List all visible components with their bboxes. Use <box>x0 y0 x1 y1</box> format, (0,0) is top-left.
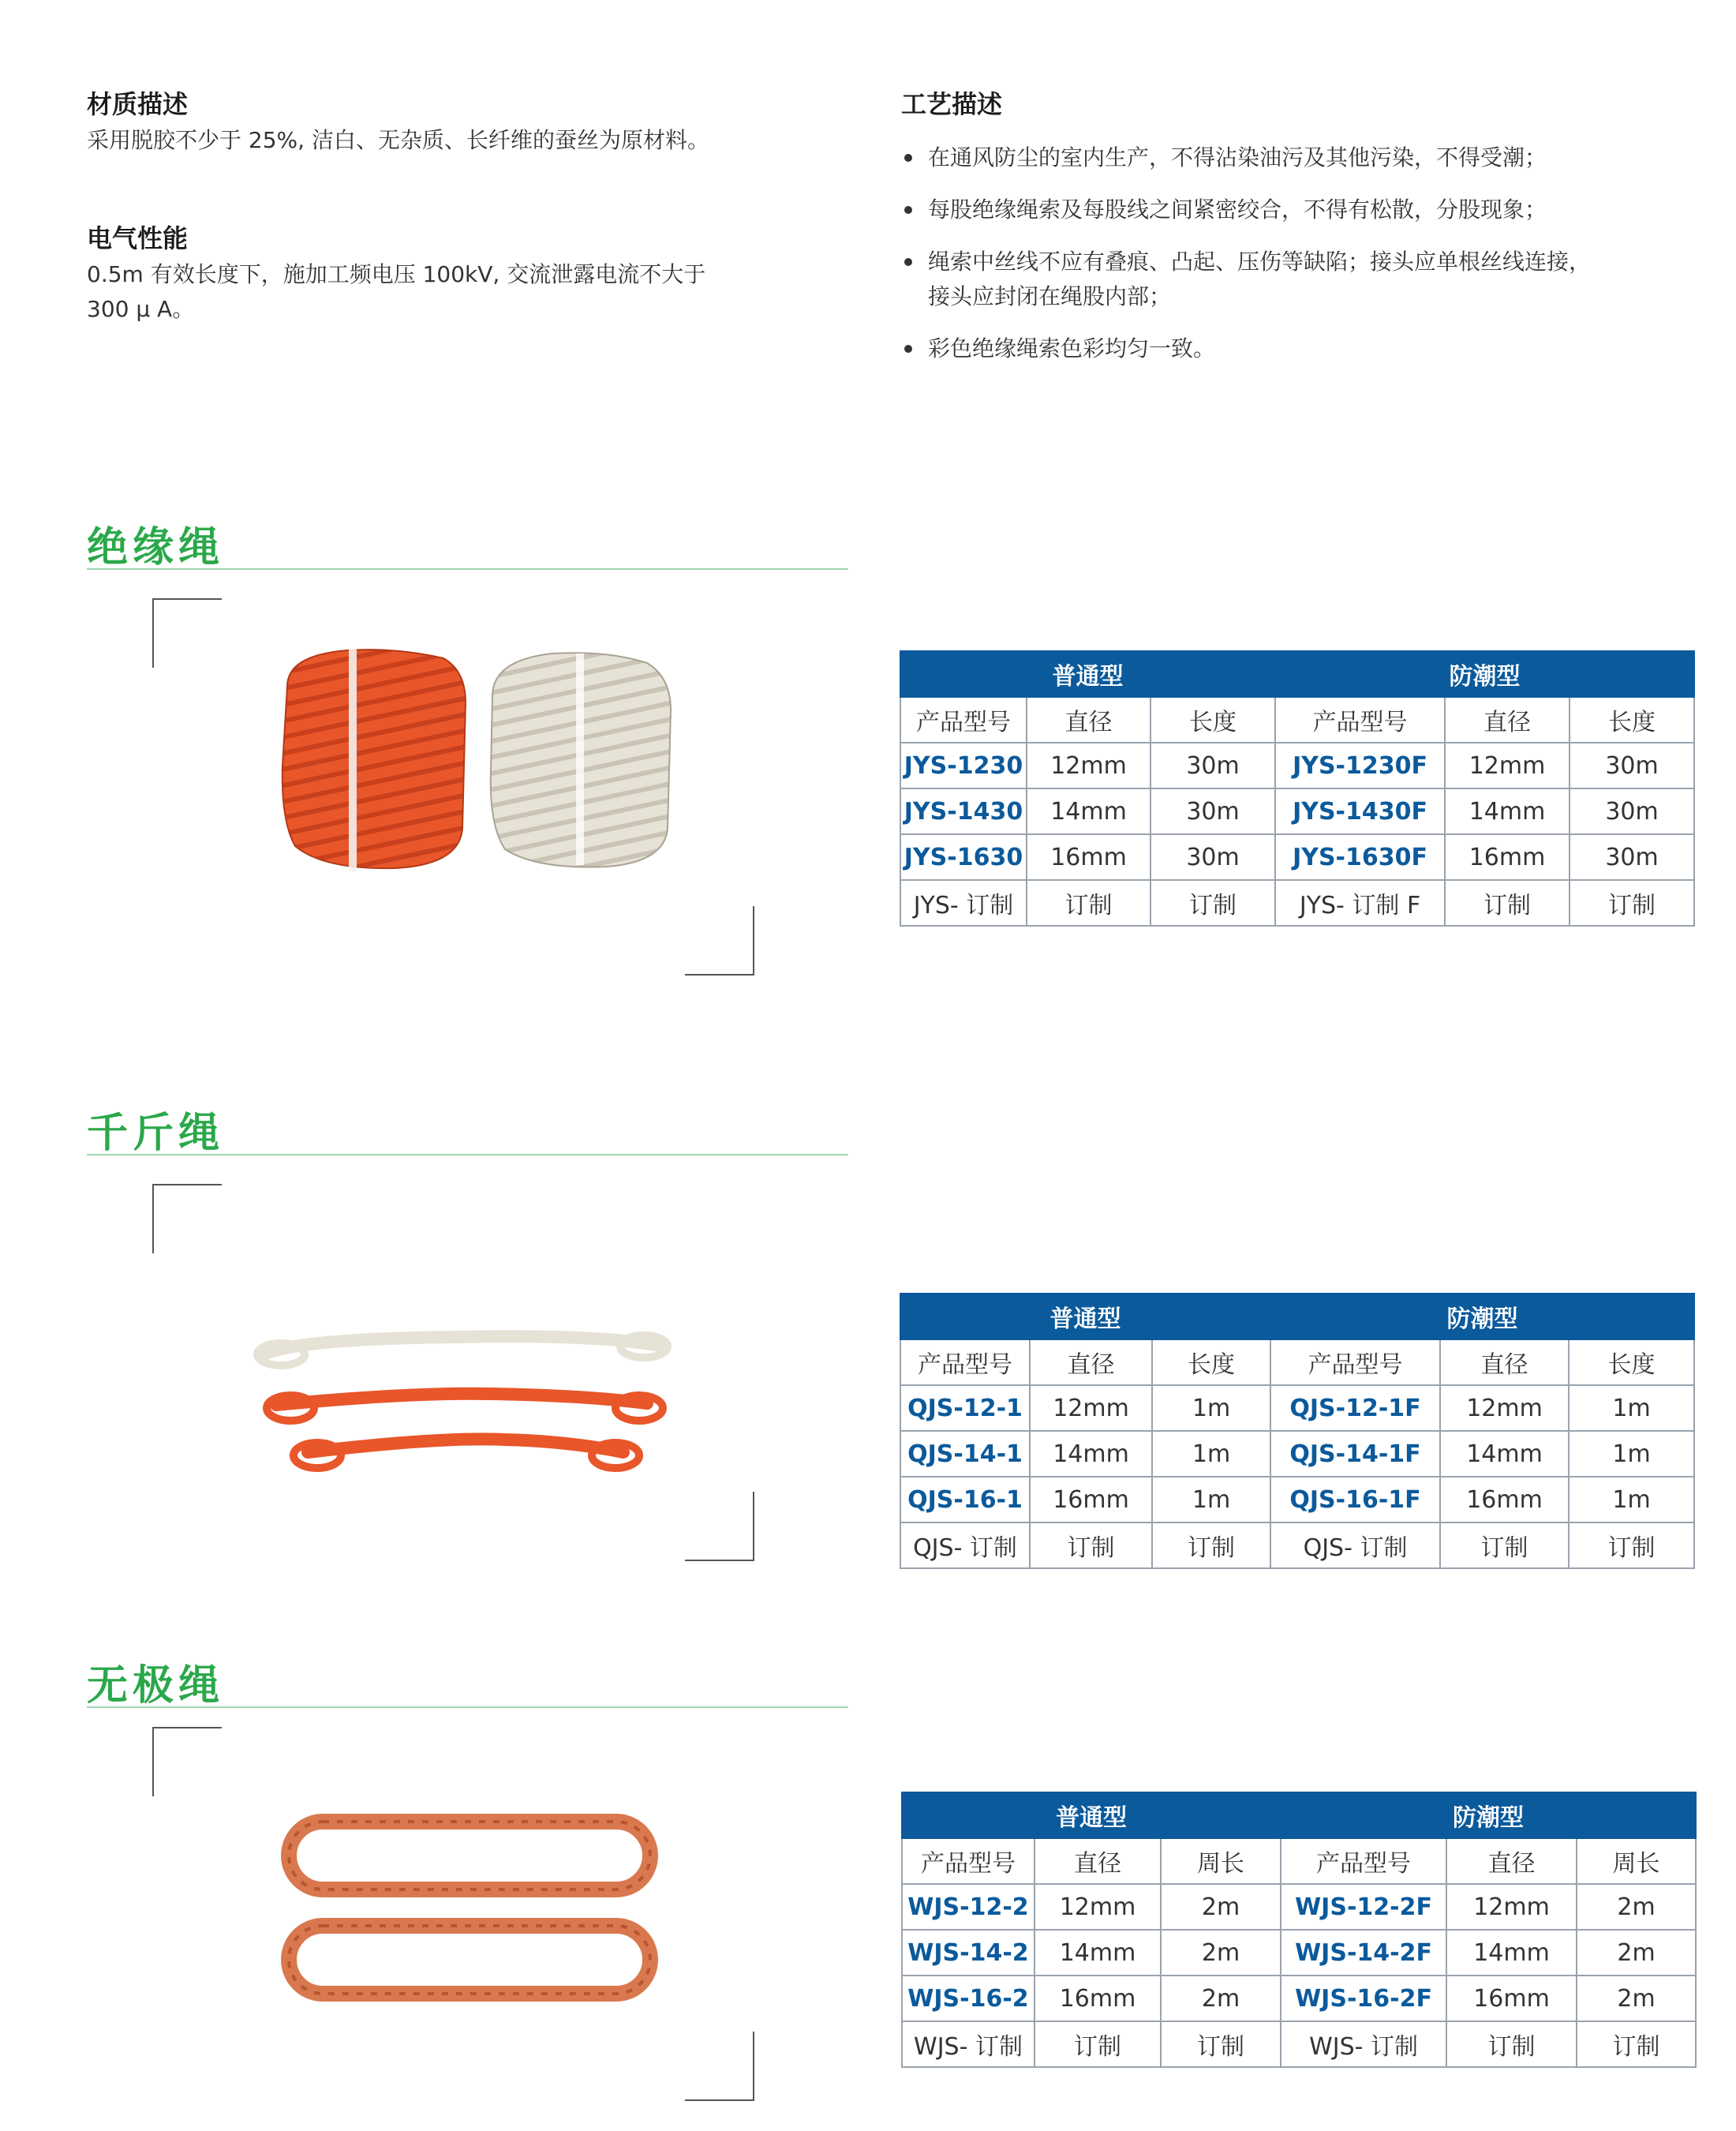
table-header-row <box>902 1838 1696 1884</box>
electric-title: 电气性能 <box>87 223 189 253</box>
section-title-endless-rope: 无极绳 <box>87 1662 225 1710</box>
custom-cell: QJS- 订制 <box>1270 1522 1440 1568</box>
model-cell: QJS-14-1 <box>900 1431 1030 1477</box>
value-cell: 30m <box>1150 743 1275 788</box>
model-cell: WJS-12-2F <box>1281 1884 1446 1930</box>
model-cell: QJS-14-1F <box>1270 1431 1440 1477</box>
table-row <box>902 1976 1696 2021</box>
value-cell: 1m <box>1152 1431 1270 1477</box>
group-normal: 普通型 <box>900 1294 1270 1339</box>
custom-cell: 订制 <box>1034 2021 1161 2067</box>
col-header: 直径 <box>1445 697 1570 743</box>
model-cell: JYS-1430F <box>1275 788 1445 834</box>
value-cell: 16mm <box>1440 1477 1569 1522</box>
photo-frame-corner <box>685 1492 754 1561</box>
model-cell: QJS-16-1F <box>1270 1477 1440 1522</box>
custom-cell: 订制 <box>1440 1522 1569 1568</box>
custom-cell: 订制 <box>1027 880 1150 926</box>
sling-rope-icon <box>253 1326 679 1476</box>
col-header: 直径 <box>1440 1339 1569 1385</box>
col-header: 产品型号 <box>1275 697 1445 743</box>
table-row <box>900 1522 1694 1568</box>
value-cell: 1m <box>1152 1477 1270 1522</box>
craft-item: 在通风防尘的室内生产，不得沾染油污及其他污染，不得受潮； <box>901 140 1690 175</box>
value-cell: 16mm <box>1030 1477 1152 1522</box>
col-header: 长度 <box>1570 697 1694 743</box>
value-cell: 16mm <box>1034 1976 1161 2021</box>
value-cell: 12mm <box>1445 743 1570 788</box>
col-header: 直径 <box>1030 1339 1152 1385</box>
value-cell: 30m <box>1570 788 1694 834</box>
model-cell: WJS-16-2F <box>1281 1976 1446 2021</box>
col-header: 产品型号 <box>1281 1838 1446 1884</box>
col-header: 周长 <box>1577 1838 1696 1884</box>
col-header: 产品型号 <box>900 697 1027 743</box>
material-text: 采用脱胶不少于 25%, 洁白、无杂质、长纤维的蚕丝为原材料。 <box>87 127 709 153</box>
model-cell: JYS-1630 <box>900 834 1027 880</box>
electric-text-line1: 0.5m 有效长度下，施加工频电压 100kV, 交流泄露电流不大于 <box>87 261 706 287</box>
value-cell: 1m <box>1152 1385 1270 1431</box>
value-cell: 2m <box>1161 1884 1281 1930</box>
col-header: 周长 <box>1161 1838 1281 1884</box>
craft-item-text: 绳索中丝线不应有叠痕、凸起、压伤等缺陷；接头应单根丝线连接， <box>928 249 1592 275</box>
value-cell: 30m <box>1150 834 1275 880</box>
value-cell: 1m <box>1569 1477 1694 1522</box>
value-cell: 2m <box>1161 1976 1281 2021</box>
model-cell: JYS-1230 <box>900 743 1027 788</box>
craft-item-text-cont: 接头应封闭在绳股内部； <box>928 283 1172 309</box>
craft-item: 彩色绝缘绳索色彩均匀一致。 <box>901 331 1690 366</box>
custom-cell: 订制 <box>1445 880 1570 926</box>
col-header: 长度 <box>1569 1339 1694 1385</box>
custom-cell: 订制 <box>1152 1522 1270 1568</box>
value-cell: 14mm <box>1446 1930 1577 1976</box>
group-normal: 普通型 <box>900 651 1275 697</box>
value-cell: 14mm <box>1030 1431 1152 1477</box>
value-cell: 2m <box>1577 1930 1696 1976</box>
craft-title: 工艺描述 <box>901 89 1003 119</box>
custom-cell: 订制 <box>1161 2021 1281 2067</box>
model-cell: JYS-1430 <box>900 788 1027 834</box>
section-divider <box>87 568 848 570</box>
photo-frame-corner <box>685 906 754 976</box>
endless-rope-icon <box>276 1807 663 2013</box>
value-cell: 2m <box>1161 1930 1281 1976</box>
custom-cell: WJS- 订制 <box>902 2021 1034 2067</box>
custom-cell: 订制 <box>1570 880 1694 926</box>
value-cell: 30m <box>1570 834 1694 880</box>
model-cell: QJS-16-1 <box>900 1477 1030 1522</box>
custom-cell: 订制 <box>1569 1522 1694 1568</box>
col-header: 直径 <box>1034 1838 1161 1884</box>
value-cell: 12mm <box>1027 743 1150 788</box>
section-divider <box>87 1154 848 1155</box>
col-header: 产品型号 <box>1270 1339 1440 1385</box>
rope-coil-icon <box>276 639 687 876</box>
model-cell: WJS-14-2F <box>1281 1930 1446 1976</box>
value-cell: 16mm <box>1446 1976 1577 2021</box>
table-row <box>902 2021 1696 2067</box>
table-header-row <box>900 697 1694 743</box>
col-header: 长度 <box>1150 697 1275 743</box>
col-header: 产品型号 <box>900 1339 1030 1385</box>
value-cell: 1m <box>1569 1431 1694 1477</box>
craft-item: 每股绝缘绳索及每股线之间紧密绞合，不得有松散，分股现象； <box>901 193 1690 227</box>
model-cell: WJS-12-2 <box>902 1884 1034 1930</box>
custom-cell: JYS- 订制 F <box>1275 880 1445 926</box>
material-title: 材质描述 <box>87 89 189 119</box>
spec-table-insulating-rope <box>900 650 1695 927</box>
group-moisture-proof: 防潮型 <box>1270 1294 1694 1339</box>
custom-cell: 订制 <box>1030 1522 1152 1568</box>
value-cell: 12mm <box>1034 1884 1161 1930</box>
group-normal: 普通型 <box>902 1792 1281 1838</box>
model-cell: JYS-1230F <box>1275 743 1445 788</box>
model-cell: WJS-16-2 <box>902 1976 1034 2021</box>
table-row <box>900 834 1694 880</box>
custom-cell: QJS- 订制 <box>900 1522 1030 1568</box>
table-row <box>900 1431 1694 1477</box>
table-row <box>900 880 1694 926</box>
custom-cell: JYS- 订制 <box>900 880 1027 926</box>
value-cell: 2m <box>1577 1884 1696 1930</box>
col-header: 长度 <box>1152 1339 1270 1385</box>
value-cell: 12mm <box>1030 1385 1152 1431</box>
custom-cell: WJS- 订制 <box>1281 2021 1446 2067</box>
value-cell: 12mm <box>1446 1884 1577 1930</box>
custom-cell: 订制 <box>1577 2021 1696 2067</box>
craft-list <box>901 140 1690 384</box>
value-cell: 14mm <box>1034 1930 1161 1976</box>
value-cell: 12mm <box>1440 1385 1569 1431</box>
electric-text-line2: 300 μ A。 <box>87 296 195 322</box>
value-cell: 30m <box>1150 788 1275 834</box>
photo-frame-corner <box>152 1184 222 1253</box>
table-row <box>900 1477 1694 1522</box>
value-cell: 16mm <box>1445 834 1570 880</box>
section-title-insulating-rope: 绝缘绳 <box>87 524 225 571</box>
photo-frame-corner <box>685 2032 754 2101</box>
table-row <box>902 1884 1696 1930</box>
table-row <box>902 1930 1696 1976</box>
spec-table-sling-rope <box>900 1293 1695 1569</box>
model-cell: JYS-1630F <box>1275 834 1445 880</box>
value-cell: 14mm <box>1027 788 1150 834</box>
spec-table-endless-rope <box>901 1792 1697 2068</box>
value-cell: 16mm <box>1027 834 1150 880</box>
table-row <box>900 743 1694 788</box>
section-title-sling-rope: 千斤绳 <box>87 1110 225 1157</box>
table-header-row <box>900 1339 1694 1385</box>
value-cell: 1m <box>1569 1385 1694 1431</box>
table-row <box>900 1385 1694 1431</box>
photo-frame-corner <box>152 598 222 668</box>
table-row <box>900 788 1694 834</box>
col-header: 产品型号 <box>902 1838 1034 1884</box>
custom-cell: 订制 <box>1446 2021 1577 2067</box>
group-moisture-proof: 防潮型 <box>1275 651 1694 697</box>
value-cell: 14mm <box>1445 788 1570 834</box>
section-divider <box>87 1706 848 1708</box>
value-cell: 14mm <box>1440 1431 1569 1477</box>
craft-item <box>901 245 1690 314</box>
photo-frame-corner <box>152 1727 222 1796</box>
col-header: 直径 <box>1446 1838 1577 1884</box>
model-cell: QJS-12-1 <box>900 1385 1030 1431</box>
value-cell: 30m <box>1570 743 1694 788</box>
col-header: 直径 <box>1027 697 1150 743</box>
model-cell: QJS-12-1F <box>1270 1385 1440 1431</box>
model-cell: WJS-14-2 <box>902 1930 1034 1976</box>
custom-cell: 订制 <box>1150 880 1275 926</box>
group-moisture-proof: 防潮型 <box>1281 1792 1696 1838</box>
value-cell: 2m <box>1577 1976 1696 2021</box>
